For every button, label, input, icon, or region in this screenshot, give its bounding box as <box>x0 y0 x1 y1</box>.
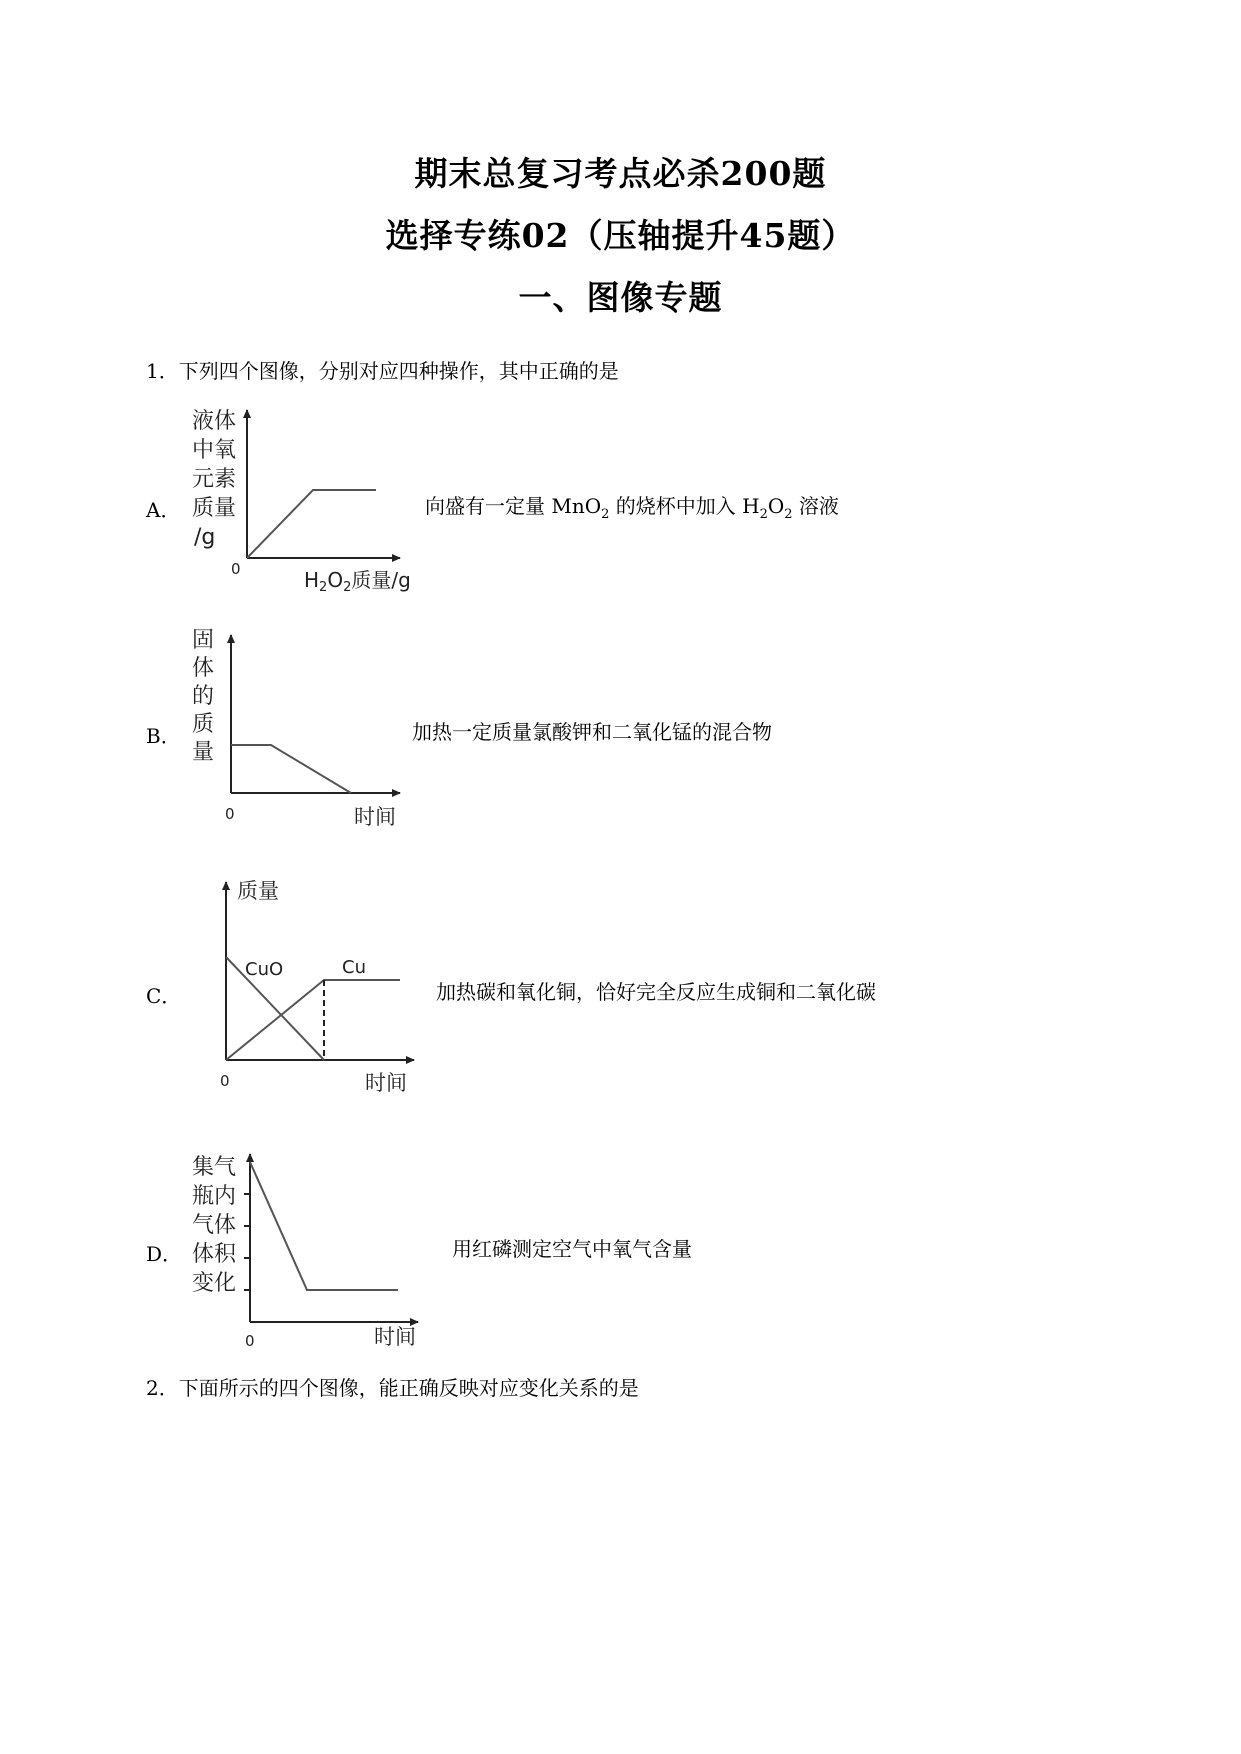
option-b-letter: B． <box>146 724 181 748</box>
graph-d <box>188 1148 428 1353</box>
svg-text:质: 质 <box>192 712 215 737</box>
x-axis-label: 时间 <box>354 805 396 829</box>
svg-text:瓶内: 瓶内 <box>192 1184 237 1209</box>
graph-c <box>210 872 430 1102</box>
series-label-cu: Cu <box>342 957 366 978</box>
svg-text:元素: 元素 <box>192 467 237 492</box>
svg-text:体积: 体积 <box>192 1242 237 1267</box>
svg-text:中氧: 中氧 <box>192 438 237 463</box>
origin-label: 0 <box>220 1072 230 1090</box>
graph-b <box>188 625 418 830</box>
origin-label: 0 <box>225 805 235 823</box>
question-2-stem: 2．下面所示的四个图像，能正确反映对应变化关系的是 <box>146 1376 639 1400</box>
option-d-description: 用红磷测定空气中氧气含量 <box>452 1237 692 1261</box>
question-1-stem: 1．下列四个图像，分别对应四种操作，其中正确的是 <box>146 359 619 383</box>
curve-gas-volume <box>250 1162 398 1290</box>
y-axis-label <box>192 1155 237 1296</box>
curve-oxygen-mass <box>247 490 376 558</box>
graph-a <box>188 400 418 600</box>
section-heading: 一、图像专题 <box>518 278 723 317</box>
option-a-description: 向盛有一定量 MnO$_2$ 的烧杯中加入 $H_2O_2$ 溶液 <box>425 494 839 522</box>
document-title: 期末总复习考点必杀200题 <box>414 154 827 193</box>
svg-text:/g: /g <box>194 525 216 550</box>
x-axis-label: $H_2O_2$质量/g <box>304 568 411 595</box>
option-b-description: 加热一定质量氯酸钾和二氧化锰的混合物 <box>412 720 772 744</box>
svg-text:量: 量 <box>192 740 215 765</box>
y-axis-label <box>192 628 214 765</box>
x-axis-label: 时间 <box>374 1325 416 1349</box>
svg-text:气体: 气体 <box>192 1213 237 1238</box>
curve-solid-mass <box>231 745 351 793</box>
y-axis-label: 质量 <box>237 879 279 903</box>
x-axis-label: 时间 <box>365 1071 407 1095</box>
svg-text:的: 的 <box>192 684 215 709</box>
series-label-cuo: CuO <box>245 959 284 980</box>
y-axis-label <box>192 409 236 550</box>
option-d-letter: D． <box>146 1242 183 1266</box>
svg-text:变化: 变化 <box>192 1271 237 1296</box>
svg-text:液体: 液体 <box>192 409 237 434</box>
origin-label: 0 <box>245 1332 255 1350</box>
document-subtitle: 选择专练02（压轴提升45题） <box>385 216 856 255</box>
origin-label: 0 <box>231 560 241 578</box>
option-a-letter: A． <box>146 498 181 522</box>
option-c-description: 加热碳和氧化铜，恰好完全反应生成铜和二氧化碳 <box>436 980 876 1004</box>
svg-text:集气: 集气 <box>192 1155 237 1180</box>
svg-text:体: 体 <box>192 656 215 681</box>
svg-text:固: 固 <box>192 628 215 653</box>
option-c-letter: C． <box>146 984 182 1008</box>
svg-text:质量: 质量 <box>192 496 237 521</box>
